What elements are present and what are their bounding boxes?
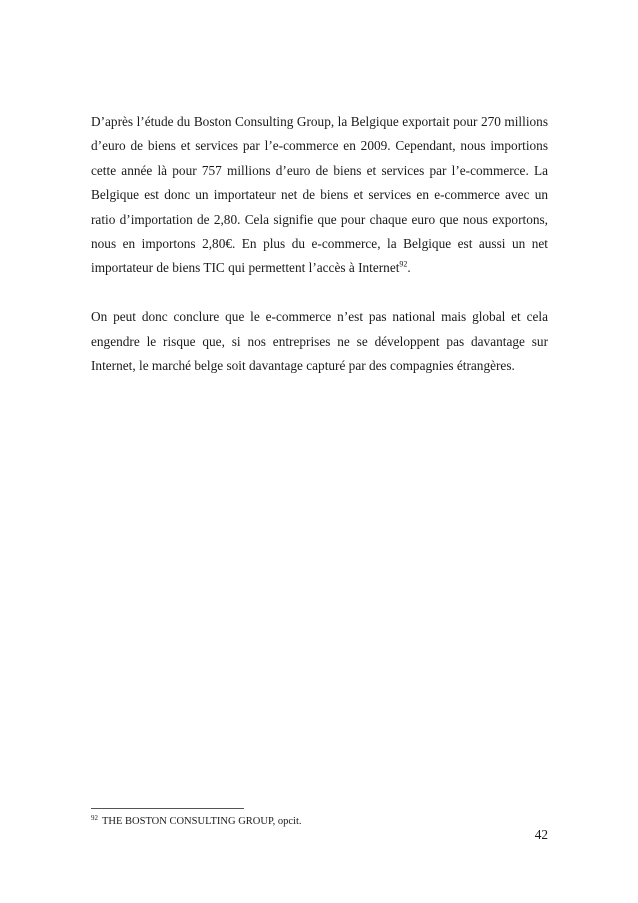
footnote-text: THE BOSTON CONSULTING GROUP, opcit. [102, 816, 302, 827]
paragraph-2-text: On peut donc conclure que le e-commerce n’est pas national mais global et cela engendre le risque que, si nos entreprises ne se développent pas davantage sur Internet, le marché belge soit davantage capturé par des compagnies étrangères. [91, 309, 548, 374]
body-text [91, 110, 548, 378]
paragraph-1-end: . [407, 260, 411, 276]
paragraph-2 [91, 305, 548, 378]
footnote-reference[interactable]: 92 [399, 260, 408, 270]
paragraph-1-text: D’après l’étude du Boston Consulting Group, la Belgique exportait pour 270 millions d’euro de biens et services par l’e-commerce en 2009. Cependant, nous importions cette année là pour 757 millions d’euro de biens et services par l’e-commerce. La Belgique est donc un importateur net de biens et services en e-commerce avec un ratio d’importation de 2,80. Cela signifie que pour chaque euro que nous exportons, nous en importons 2,80€. En plus du e-commerce, la Belgique est aussi un net importateur de biens TIC qui permettent l’accès à Internet [91, 114, 548, 276]
footnote-number: 92 [91, 813, 98, 822]
page-number: 42 [534, 827, 548, 842]
paragraph-1 [91, 110, 548, 281]
footnote-separator [91, 808, 244, 809]
footnote [91, 815, 548, 829]
